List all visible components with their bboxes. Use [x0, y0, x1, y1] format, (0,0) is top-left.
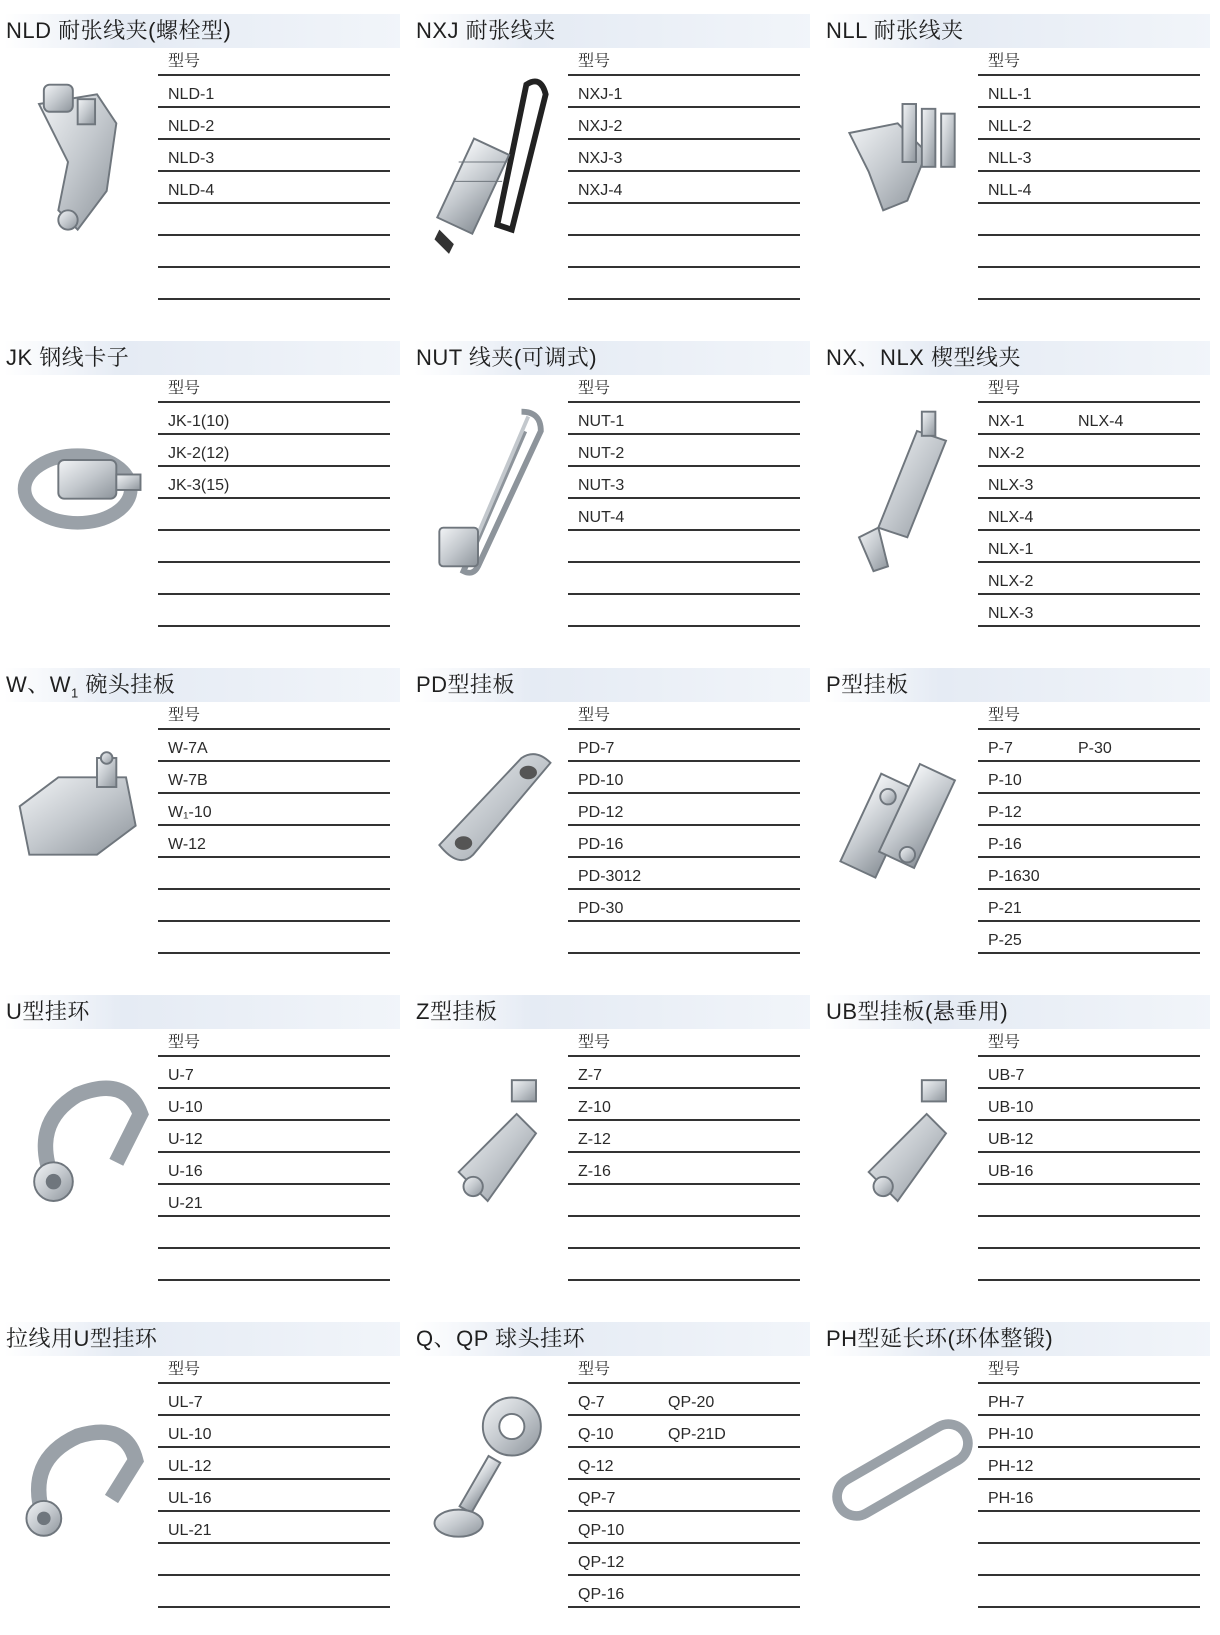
section-title-text: U型挂环 [6, 999, 90, 1024]
table-row [978, 1249, 1200, 1281]
table-row [158, 435, 390, 467]
section-title [414, 668, 810, 702]
parallel-plate-icon [420, 716, 565, 916]
table-row [158, 858, 390, 890]
model-table-header: 型号 [568, 377, 800, 403]
model-number: NLD-2 [168, 118, 215, 135]
model-number: NLD-1 [168, 86, 215, 103]
table-row [158, 1480, 390, 1512]
table-row [978, 1057, 1200, 1089]
table-row [568, 1153, 800, 1185]
table-row [568, 1185, 800, 1217]
model-number: NUT-3 [578, 477, 625, 494]
model-number: JK-2(12) [168, 445, 230, 462]
model-table-header: 型号 [978, 50, 1200, 76]
model-number: PD-16 [578, 836, 624, 853]
strain-clamp-icon [830, 62, 975, 262]
section-title [414, 341, 810, 375]
table-row [568, 204, 800, 236]
model-table [568, 50, 800, 300]
model-number: P-16 [988, 836, 1022, 853]
table-row [978, 1089, 1200, 1121]
product-section [820, 0, 1220, 327]
wedge-clamp-icon [830, 389, 975, 589]
model-table [568, 704, 800, 954]
table-row [978, 1480, 1200, 1512]
model-table-header: 型号 [158, 704, 390, 730]
table-row [158, 531, 390, 563]
section-title [414, 1322, 810, 1356]
table-row [158, 1185, 390, 1217]
table-row [568, 922, 800, 954]
table-row [568, 826, 800, 858]
table-row [978, 1416, 1200, 1448]
table-row [978, 108, 1200, 140]
table-row [158, 1121, 390, 1153]
model-number: NUT-4 [578, 509, 625, 526]
product-section [0, 1308, 410, 1635]
model-number: Q-12 [578, 1458, 614, 1475]
section-title [824, 995, 1210, 1029]
table-row [158, 108, 390, 140]
table-row [568, 236, 800, 268]
table-row [158, 563, 390, 595]
table-row [158, 826, 390, 858]
table-row [568, 1384, 800, 1416]
table-row [978, 1185, 1200, 1217]
model-number: JK-3(15) [168, 477, 230, 494]
table-row [978, 762, 1200, 794]
model-number: QP-16 [578, 1586, 625, 1603]
model-table-header: 型号 [568, 50, 800, 76]
table-row [158, 1416, 390, 1448]
table-row [978, 140, 1200, 172]
model-number: U-10 [168, 1099, 203, 1116]
model-number: NXJ-1 [578, 86, 623, 103]
table-row [158, 794, 390, 826]
section-title-subscript: 1 [71, 685, 79, 701]
model-number: NLX-4 [988, 509, 1034, 526]
product-section [820, 981, 1220, 1308]
product-section [820, 1308, 1220, 1635]
model-table-header: 型号 [978, 704, 1200, 730]
table-row [978, 76, 1200, 108]
table-row [568, 1249, 800, 1281]
model-table [568, 1358, 800, 1608]
table-row [978, 1217, 1200, 1249]
model-table [978, 377, 1200, 627]
model-number: NUT-1 [578, 413, 625, 430]
z-plate-icon [420, 1043, 565, 1243]
wedge-strain-clamp-icon [420, 62, 565, 262]
section-title [4, 1322, 400, 1356]
table-row [978, 1121, 1200, 1153]
table-row [978, 499, 1200, 531]
table-row [568, 762, 800, 794]
model-number: JK-1(10) [168, 413, 230, 430]
table-row [978, 467, 1200, 499]
table-row [978, 826, 1200, 858]
table-row [158, 1089, 390, 1121]
table-row [158, 499, 390, 531]
model-number: UB-12 [988, 1131, 1034, 1148]
section-title-text: NUT 线夹(可调式) [416, 345, 598, 370]
ball-eye-icon [420, 1370, 565, 1570]
section-title [824, 1322, 1210, 1356]
model-table [978, 1358, 1200, 1608]
table-row [158, 1384, 390, 1416]
model-number: Z-10 [578, 1099, 611, 1116]
table-row [158, 268, 390, 300]
model-number: PH-12 [988, 1458, 1034, 1475]
table-row [568, 531, 800, 563]
table-row [158, 467, 390, 499]
model-number: NLX-2 [988, 573, 1034, 590]
table-row [978, 1512, 1200, 1544]
table-row [158, 1544, 390, 1576]
model-number: P-30 [1078, 740, 1112, 757]
table-row [568, 268, 800, 300]
table-row [158, 1512, 390, 1544]
model-number: NXJ-3 [578, 150, 623, 167]
model-number: UL-21 [168, 1522, 212, 1539]
model-table [978, 1031, 1200, 1281]
table-row [158, 1217, 390, 1249]
model-number: U-7 [168, 1067, 194, 1084]
table-row [568, 563, 800, 595]
table-row [568, 1089, 800, 1121]
section-title-text: NLD 耐张线夹(螺栓型) [6, 18, 232, 43]
section-title [824, 341, 1210, 375]
product-section [0, 654, 410, 981]
model-table [158, 50, 390, 300]
model-number: Z-7 [578, 1067, 602, 1084]
model-number: QP-7 [578, 1490, 616, 1507]
model-number: W-12 [168, 836, 206, 853]
model-number: NLX-4 [1078, 413, 1124, 430]
model-number: P-12 [988, 804, 1022, 821]
model-number: UL-12 [168, 1458, 212, 1475]
product-section [820, 654, 1220, 981]
table-row [978, 1153, 1200, 1185]
table-row [978, 563, 1200, 595]
section-title [824, 668, 1210, 702]
table-row [158, 172, 390, 204]
model-number: PD-30 [578, 900, 624, 917]
table-row [978, 435, 1200, 467]
table-row [568, 172, 800, 204]
model-number: NLL-4 [988, 182, 1032, 199]
model-number: U-21 [168, 1195, 203, 1212]
model-table-header: 型号 [158, 1358, 390, 1384]
table-row [158, 1057, 390, 1089]
section-title-text: NLL 耐张线夹 [826, 18, 964, 43]
table-row [568, 1121, 800, 1153]
model-number: UB-7 [988, 1067, 1025, 1084]
section-title-text: Q、QP 球头挂环 [416, 1326, 586, 1351]
ub-plate-icon [830, 1043, 975, 1243]
model-number: PH-16 [988, 1490, 1034, 1507]
table-row [158, 1448, 390, 1480]
table-row [568, 108, 800, 140]
product-section [410, 327, 820, 654]
table-row [978, 1576, 1200, 1608]
table-row [568, 890, 800, 922]
model-number: NX-2 [988, 445, 1025, 462]
table-row [568, 499, 800, 531]
section-title [4, 14, 400, 48]
adjustable-clamp-icon [420, 389, 565, 589]
product-section [410, 654, 820, 981]
model-number: P-7 [988, 740, 1013, 757]
table-row [568, 1512, 800, 1544]
section-title [414, 14, 810, 48]
model-number: W₁-10 [168, 804, 212, 821]
product-section [0, 0, 410, 327]
table-row [158, 204, 390, 236]
model-number: W-7A [168, 740, 208, 757]
table-row [568, 76, 800, 108]
section-title [4, 995, 400, 1029]
model-number: PD-12 [578, 804, 624, 821]
model-number: NXJ-2 [578, 118, 623, 135]
model-number: UB-10 [988, 1099, 1034, 1116]
product-section [410, 0, 820, 327]
product-section [0, 327, 410, 654]
model-number: UL-7 [168, 1394, 203, 1411]
table-row [568, 730, 800, 762]
table-row [978, 236, 1200, 268]
table-row [978, 172, 1200, 204]
table-row [158, 1576, 390, 1608]
section-title-text: 拉线用U型挂环 [6, 1326, 158, 1351]
wire-clip-icon [10, 389, 155, 589]
table-row [568, 467, 800, 499]
table-row [158, 890, 390, 922]
table-row [158, 236, 390, 268]
shackle-icon [10, 1043, 155, 1243]
section-title-text: W、W [6, 672, 72, 697]
table-row [978, 1544, 1200, 1576]
model-number: P-10 [988, 772, 1022, 789]
section-title-text: PH型延长环(环体整锻) [826, 1326, 1054, 1351]
p-plate-icon [830, 716, 975, 916]
table-row [978, 204, 1200, 236]
model-number: QP-12 [578, 1554, 625, 1571]
model-number: PH-7 [988, 1394, 1025, 1411]
model-number: U-12 [168, 1131, 203, 1148]
model-table [978, 704, 1200, 954]
model-table-header: 型号 [978, 377, 1200, 403]
model-table [568, 1031, 800, 1281]
model-number: NLX-3 [988, 477, 1034, 494]
model-table [158, 1031, 390, 1281]
table-row [568, 1217, 800, 1249]
table-row [978, 730, 1200, 762]
socket-clevis-icon [10, 716, 155, 916]
model-table [158, 704, 390, 954]
section-title-text: NX、NLX 楔型线夹 [826, 345, 1021, 370]
model-number: NX-1 [988, 413, 1025, 430]
model-table [978, 50, 1200, 300]
table-row [568, 858, 800, 890]
model-number: PD-10 [578, 772, 624, 789]
model-table [158, 1358, 390, 1608]
model-number: QP-10 [578, 1522, 625, 1539]
model-number: PH-10 [988, 1426, 1034, 1443]
section-title [824, 14, 1210, 48]
product-section [0, 981, 410, 1308]
section-title-rest: 碗头挂板 [78, 672, 176, 697]
section-title-text: PD型挂板 [416, 672, 516, 697]
model-number: NLD-4 [168, 182, 215, 199]
model-table-header: 型号 [978, 1031, 1200, 1057]
model-number: UL-16 [168, 1490, 212, 1507]
table-row [158, 140, 390, 172]
extension-ring-icon [830, 1370, 975, 1570]
model-number: P-1630 [988, 868, 1040, 885]
section-title-text: P型挂板 [826, 672, 909, 697]
table-row [978, 858, 1200, 890]
model-table-header: 型号 [568, 704, 800, 730]
product-section [820, 327, 1220, 654]
model-number: UL-10 [168, 1426, 212, 1443]
model-table-header: 型号 [158, 377, 390, 403]
table-row [978, 268, 1200, 300]
table-row [568, 1416, 800, 1448]
table-row [978, 794, 1200, 826]
model-table [158, 377, 390, 627]
table-row [158, 1153, 390, 1185]
model-number: P-25 [988, 932, 1022, 949]
table-row [568, 1576, 800, 1608]
model-number: NXJ-4 [578, 182, 623, 199]
guy-shackle-icon [10, 1370, 155, 1570]
product-section [410, 1308, 820, 1635]
section-title-text: UB型挂板(悬垂用) [826, 999, 1009, 1024]
table-row [568, 1448, 800, 1480]
table-row [978, 1448, 1200, 1480]
model-table-header: 型号 [158, 50, 390, 76]
table-row [978, 595, 1200, 627]
model-number: NLL-1 [988, 86, 1032, 103]
model-number: NLL-3 [988, 150, 1032, 167]
table-row [568, 595, 800, 627]
table-row [568, 140, 800, 172]
table-row [158, 762, 390, 794]
section-title-text: JK 钢线卡子 [6, 345, 130, 370]
model-number: PD-3012 [578, 868, 642, 885]
section-title [4, 668, 400, 702]
table-row [158, 1249, 390, 1281]
table-row [158, 76, 390, 108]
table-row [978, 1384, 1200, 1416]
model-number: Q-7 [578, 1394, 605, 1411]
model-number: Z-16 [578, 1163, 611, 1180]
model-number: NUT-2 [578, 445, 625, 462]
section-title-text: Z型挂板 [416, 999, 498, 1024]
model-number: U-16 [168, 1163, 203, 1180]
model-table [568, 377, 800, 627]
table-row [568, 1480, 800, 1512]
table-row [978, 403, 1200, 435]
table-row [158, 922, 390, 954]
section-title-text: NXJ 耐张线夹 [416, 18, 556, 43]
table-row [978, 922, 1200, 954]
table-row [978, 531, 1200, 563]
table-row [568, 435, 800, 467]
model-table-header: 型号 [978, 1358, 1200, 1384]
model-number: QP-21D [668, 1426, 726, 1443]
model-number: UB-16 [988, 1163, 1034, 1180]
model-number: Z-12 [578, 1131, 611, 1148]
bolted-strain-clamp-icon [10, 62, 155, 262]
section-title [414, 995, 810, 1029]
model-number: W-7B [168, 772, 208, 789]
table-row [568, 1057, 800, 1089]
model-number: NLX-1 [988, 541, 1034, 558]
table-row [158, 730, 390, 762]
model-number: PD-7 [578, 740, 615, 757]
model-number: QP-20 [668, 1394, 715, 1411]
table-row [158, 403, 390, 435]
model-number: NLL-2 [988, 118, 1032, 135]
model-number: NLX-3 [988, 605, 1034, 622]
table-row [158, 595, 390, 627]
model-table-header: 型号 [568, 1358, 800, 1384]
table-row [568, 1544, 800, 1576]
model-table-header: 型号 [158, 1031, 390, 1057]
model-number: NLD-3 [168, 150, 215, 167]
table-row [568, 794, 800, 826]
table-row [978, 890, 1200, 922]
product-section [410, 981, 820, 1308]
model-number: P-21 [988, 900, 1022, 917]
table-row [568, 403, 800, 435]
model-table-header: 型号 [568, 1031, 800, 1057]
section-title [4, 341, 400, 375]
model-number: Q-10 [578, 1426, 614, 1443]
